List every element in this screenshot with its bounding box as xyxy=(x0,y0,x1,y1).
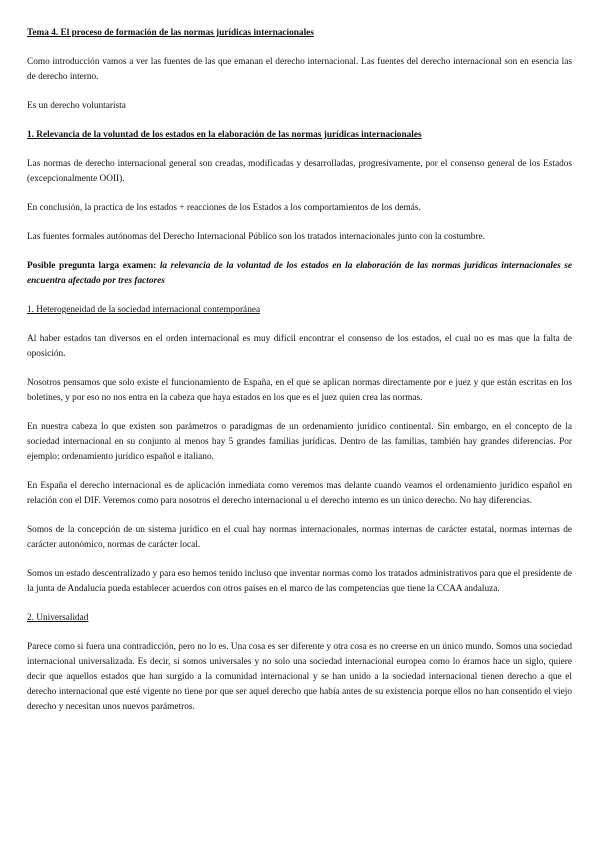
heterogeneidad-paragraph-3-text: En nuestra cabeza lo que existen son parámetros o paradigmas de un ordenamiento jurídico continental. Sin embargo, en el concepto de la sociedad internacional en su conjunto al menos hay 5 grandes familias jurídicas. Dentro de las familias, también hay grandes diferencias. xyxy=(27,422,572,447)
intro-paragraph: Como introducción vamos a ver las fuentes de las que emanan el derecho internacional. Las fuentes del derecho internacional son en esencia las de derecho interno. xyxy=(27,57,572,82)
voluntarista-paragraph: Es un derecho voluntarista xyxy=(27,101,126,111)
exam-question-label: Posible pregunta larga examen: xyxy=(27,261,157,271)
exam-question-text: la relevancia de la voluntad de los estados en la elaboración de las normas jurídicas internacionales se encuentra afectado por tres factores xyxy=(27,261,572,286)
conclusion-paragraph: En conclusión, la practica de los estados + reacciones de los Estados a los comportamientos de los demás. xyxy=(27,203,421,213)
document-page xyxy=(27,26,572,729)
heterogeneidad-paragraph-5: Somos de la concepción de un sistema jurídico en el cual hay normas internacionales, normas internas de carácter estatal, normas internas de carácter autonómico, normas de carácter local. xyxy=(27,525,572,550)
exam-question-paragraph xyxy=(27,259,572,289)
heterogeneidad-paragraph-3 xyxy=(27,420,572,465)
heterogeneidad-paragraph-2: Nosotros pensamos que solo existe el funcionamiento de España, en el que se aplican normas directamente por e juez y que están escritas en los boletines, y por eso no nos entra en la cabeza que haya estados en los que es el juez quien crea las normas. xyxy=(27,378,572,403)
fuentes-paragraph: Las fuentes formales autónomas del Derecho Internacional Público son los tratados internacionales junto con la costumbre. xyxy=(27,232,485,242)
subsection-1-heading: 1. Heterogeneidad de la sociedad internacional contemporánea xyxy=(27,305,261,315)
heterogeneidad-paragraph-6: Somos un estado descentralizado y para eso hemos tenido incluso que inventar normas como los tratados administrativos para que el presidente de la junta de Andalucía pueda establecer acuerdos con otros países en el marco de las competencias que tiene la CCAA andaluza. xyxy=(27,569,573,594)
document-title: Tema 4. El proceso de formación de las normas jurídicas internacionales xyxy=(27,28,314,38)
heterogeneidad-paragraph-1: Al haber estados tan diversos en el orden internacional es muy difícil encontrar el consenso de los estados, el cual no es mas que la falta de oposición. xyxy=(27,334,572,359)
section-1-heading: 1. Relevancia de la voluntad de los estados en la elaboración de las normas jurídicas internacionales xyxy=(27,130,422,140)
normas-paragraph: Las normas de derecho internacional general son creadas, modificadas y desarrolladas, progresivamente, por el consenso general de los Estados (excepcionalmente OOII). xyxy=(27,159,572,184)
subsection-2-heading: 2. Universalidad xyxy=(27,613,89,623)
heterogeneidad-paragraph-4: En España el derecho internacional es de aplicación inmediata como veremos mas delante cuando veamos el ordenamiento jurídico español en relación con el DIF. Veremos como para nosotros el derecho internacional u el derecho interno es un único derecho. No hay diferencias. xyxy=(27,481,572,506)
heterogeneidad-example: Por ejemplo: ordenamiento jurídico español e italiano. xyxy=(27,437,572,462)
universalidad-paragraph: Parece como si fuera una contradicción, pero no lo es. Una cosa es ser diferente y otra cosa es no creerse en un único mundo. Somos una sociedad internacional universalizada. Es decir, si somos universales y no solo una sociedad internacional europea como lo éramos hace un siglo, quiere decir que aquellos estados que han surgido a la comunidad internacional y se han unido a la sociedad internacional tienen derecho a que el derecho internacional que esté vigente no tiene por que ser aquel derecho que había antes de su existencia porque ellos no han consentido el viejo derecho y necesitan unos nuevos parámetros. xyxy=(27,642,572,712)
